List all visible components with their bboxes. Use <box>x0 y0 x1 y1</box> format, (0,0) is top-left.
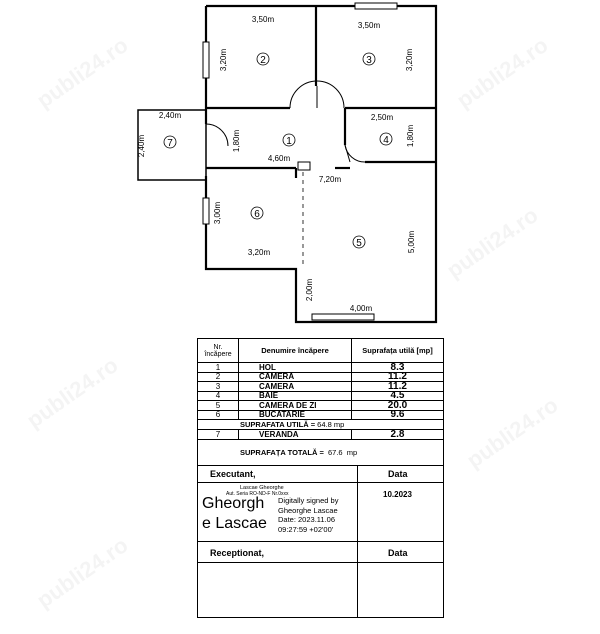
useful-total-row <box>198 420 443 430</box>
door-arc-veranda <box>206 124 228 146</box>
watermark: publi24.ro <box>22 352 123 433</box>
grand-total-label: SUPRAFAȚA TOTALĂ = <box>240 448 324 457</box>
grand-total-unit: mp <box>346 448 358 457</box>
dim-hall-height: 1,80m <box>232 129 241 153</box>
dim-r3-height: 3,20m <box>405 48 414 72</box>
watermark: publi24.ro <box>32 32 133 113</box>
dim-r6-height: 3,00m <box>213 201 222 225</box>
digital-sig-line-2: Gheorghe Lascae <box>278 505 338 515</box>
header-incapere: încăpere <box>204 350 232 358</box>
dim-r7-height: 2,40m <box>137 134 146 158</box>
dim-r4-height: 1,80m <box>406 124 415 148</box>
room-6-number: 6 <box>254 209 260 220</box>
dim-r5-width: 4,00m <box>349 304 373 313</box>
signature-name-1: Gheorgh <box>202 495 265 512</box>
watermark: publi24.ro <box>32 532 133 613</box>
useful-total-unit: mp <box>333 420 345 429</box>
signer-small: Lascae Gheorghe <box>240 485 284 491</box>
window-top <box>355 3 397 9</box>
table-header <box>198 339 443 363</box>
table-row: 5 CAMERA DE ZI 20.0 <box>198 401 443 411</box>
room-1-number: 1 <box>286 136 292 147</box>
watermark: publi24.ro <box>462 392 563 473</box>
window-left-upper <box>203 42 209 78</box>
header-area: Suprafața utilă [mp] <box>362 346 433 355</box>
executant-section <box>198 466 443 542</box>
table-row: 6 BUCATARIE 9.6 <box>198 411 443 421</box>
dim-r6-width: 3,20m <box>247 248 271 257</box>
header-name: Denumire încăpere <box>239 339 352 362</box>
window-bottom <box>312 314 374 320</box>
window-left-lower <box>203 198 209 224</box>
room-3-number: 3 <box>366 55 372 66</box>
dim-r4-width: 2,50m <box>370 113 394 122</box>
dim-r2-height: 3,20m <box>219 48 228 72</box>
watermark: publi24.ro <box>442 202 543 283</box>
signer-serial: Aut. Seria RO-ND-F Nr.0xxx <box>226 491 289 497</box>
digital-sig-line-1: Digitally signed by <box>278 496 339 505</box>
digital-sig-line-3: Date: 2023.11.06 <box>278 515 335 524</box>
signature-name-2: e Lascae <box>202 515 267 532</box>
dim-total-width: 7,20m <box>318 175 342 184</box>
table-row: 4 BAIE 4.5 <box>198 392 443 402</box>
room-4-number: 4 <box>383 135 389 146</box>
room-7-number: 7 <box>167 138 173 149</box>
grand-total-row <box>198 440 443 466</box>
executant-label: Executant, <box>210 469 256 479</box>
receptionat-label: Receptionat, <box>210 548 265 558</box>
table-row: 2 CAMERA 11.2 <box>198 373 443 383</box>
receptionat-section <box>198 542 443 618</box>
table-row: 3 CAMERA 11.2 <box>198 382 443 392</box>
room-2-number: 2 <box>260 55 266 66</box>
date-label: Data <box>388 469 408 479</box>
room-5-number: 5 <box>356 238 362 249</box>
watermark: publi24.ro <box>452 32 553 113</box>
table-row: 1 HOL 8.3 <box>198 363 443 373</box>
date-label-2: Data <box>388 548 408 558</box>
dim-r3-width: 3,50m <box>357 21 381 30</box>
outer-wall <box>206 6 436 322</box>
area-table <box>197 338 444 618</box>
dim-hall-width: 4,60m <box>267 154 291 163</box>
dim-r5-height: 5,00m <box>407 230 416 254</box>
useful-total-label: SUPRAFATA UTILĂ = <box>240 420 316 429</box>
grand-total-value: 67.6 <box>328 448 343 457</box>
header-nr: Nr. <box>213 343 223 351</box>
dim-r5-step: 2,00m <box>305 278 314 302</box>
digital-sig-line-4: 09:27:59 +02'00' <box>278 524 334 534</box>
useful-total-value: 64.8 <box>317 420 332 429</box>
dim-r7-width: 2,40m <box>158 111 182 120</box>
executant-date: 10.2023 <box>383 490 412 499</box>
dim-r2-width: 3,50m <box>251 15 275 24</box>
veranda-row: 7 VERANDA 2.8 <box>198 430 443 440</box>
